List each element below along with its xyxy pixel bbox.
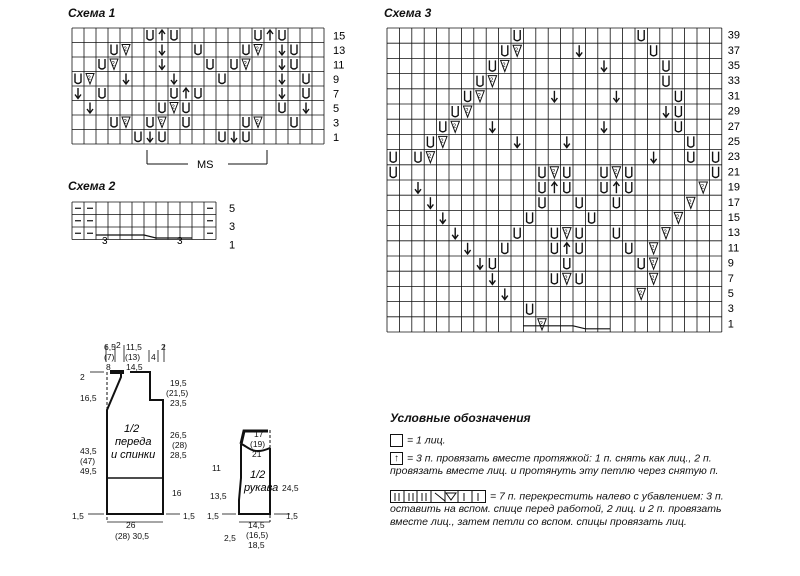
dim-right-8: 1,5 — [183, 511, 195, 521]
sleeve-dim-bottom-1: 2,5 — [224, 533, 236, 543]
dim-top-7: 14,5 — [126, 362, 143, 372]
svg-text:2: 2 — [111, 61, 115, 68]
schema3-title: Схема 3 — [384, 6, 432, 20]
s1-row-label: 1 — [333, 131, 340, 144]
svg-text:2: 2 — [675, 215, 680, 221]
decrease-arrow-icon: ↑ — [390, 452, 403, 465]
dim-left-4: (47) — [80, 456, 96, 466]
dim-right-2: (21,5) — [166, 388, 189, 398]
dim-right-6: 28,5 — [170, 450, 187, 460]
dim-top-2: (7) — [104, 352, 115, 362]
s3-row-label: 35 — [727, 60, 741, 73]
s3-row-label: 19 — [727, 181, 741, 194]
dim-top-8: 4 — [151, 352, 156, 362]
svg-text:2: 2 — [502, 63, 506, 69]
s3-row-label: 31 — [727, 90, 741, 103]
svg-text:2: 2 — [638, 291, 643, 297]
front-label-main: 1/2 — [124, 423, 140, 435]
s2-row-label: 3 — [229, 221, 236, 234]
sleeve-dim-top-3: 21 — [252, 449, 262, 459]
dim-top-5: 11,5 — [126, 342, 142, 352]
svg-text:2: 2 — [613, 169, 618, 176]
sleeve-label-line2: рукава — [244, 482, 279, 494]
ms-label: MS — [197, 159, 214, 171]
svg-text:2: 2 — [663, 230, 667, 237]
s3-row-label: 1 — [727, 318, 734, 331]
legend-title: Условные обозначения — [390, 411, 531, 425]
s3-row-label: 23 — [727, 151, 741, 164]
s1-row-label: 5 — [333, 102, 340, 115]
sleeve-dim-bottom-4: 18,5 — [248, 540, 265, 550]
s2-row-label: 5 — [229, 203, 236, 215]
legend-item-dec-text: = 3 п. провязать вместе протяжкой: 1 п. снять как лиц., 2 п. провязать вместе лиц. и протянуть эту петлю через снятую п. — [390, 452, 719, 478]
s3-row-label: 11 — [727, 242, 740, 255]
svg-text:2: 2 — [465, 108, 469, 115]
sleeve-dim-left-2: 13,5 — [210, 491, 227, 501]
dim-left-5: 49,5 — [80, 466, 97, 476]
svg-text:2: 2 — [564, 230, 568, 237]
svg-text:2: 2 — [700, 184, 705, 191]
svg-text:2: 2 — [255, 119, 259, 126]
svg-text:2: 2 — [489, 78, 494, 85]
s3-row-label: 39 — [727, 29, 741, 42]
dim-right-3: 23,5 — [170, 398, 187, 408]
knit-symbol-icon — [390, 434, 403, 447]
s1-row-label: 9 — [333, 73, 340, 86]
dim-left-3: 43,5 — [80, 446, 97, 456]
sleeve-label-main: 1/2 — [250, 469, 266, 481]
front-label-line2: переда — [115, 436, 152, 448]
s1-row-label: 11 — [333, 59, 345, 72]
s1-row-label: 13 — [333, 44, 346, 57]
svg-text:2: 2 — [539, 321, 543, 328]
s3-row-label: 37 — [727, 44, 741, 57]
sleeve-dim-bottom-3: (16,5) — [246, 530, 269, 540]
s3-row-label: 33 — [727, 75, 741, 88]
dim-right-5: (28) — [172, 440, 188, 450]
sleeve-dim-top-1: 17 — [254, 429, 264, 439]
dim-right-4: 26,5 — [170, 430, 187, 440]
s2-row-label: 1 — [229, 239, 236, 252]
svg-text:2: 2 — [171, 104, 175, 111]
dim-bottom-1: 26 — [126, 520, 136, 530]
svg-text:2: 2 — [440, 139, 444, 145]
legend-item-cross — [390, 490, 725, 529]
dim-top-1: 6,5 — [104, 342, 116, 352]
dim-top-4: 2 — [116, 340, 121, 350]
svg-text:2: 2 — [651, 245, 655, 252]
svg-text:2: 2 — [651, 275, 655, 282]
legend-item-knit-text: = 1 лиц. — [407, 434, 446, 447]
s3-row-label: 29 — [727, 105, 741, 118]
s3-row-label: 17 — [727, 196, 741, 209]
sleeve-dim-top-2: (19) — [250, 439, 266, 449]
svg-text:2: 2 — [551, 169, 556, 176]
s3-row-label: 13 — [727, 227, 741, 240]
s3-row-label: 7 — [727, 272, 734, 285]
dim-left-1: 2 — [80, 372, 85, 382]
s3-row-label: 5 — [727, 288, 734, 301]
dim-left-6: 1,5 — [72, 511, 84, 521]
sleeve-dim-bottom-2: 14,5 — [248, 520, 265, 530]
s3-row-label: 9 — [727, 257, 734, 270]
legend-item-dec — [390, 452, 725, 478]
s1-row-label: 7 — [333, 88, 340, 101]
sleeve-dim-right-2: 1,5 — [286, 511, 298, 521]
svg-text:2: 2 — [477, 93, 481, 100]
svg-text:2: 2 — [452, 123, 457, 130]
svg-text:2: 2 — [159, 119, 163, 126]
s3-row-label: 3 — [727, 303, 734, 316]
dim-left-2: 16,5 — [80, 393, 97, 403]
s1-row-label: 3 — [333, 117, 340, 130]
svg-text:2: 2 — [123, 119, 127, 126]
svg-text:2: 2 — [564, 275, 568, 282]
dim-top-6: (13) — [125, 352, 141, 362]
svg-text:2: 2 — [427, 154, 432, 161]
schema2-title: Схема 2 — [68, 179, 116, 193]
sleeve-dim-left-1: 11 — [212, 463, 221, 473]
dim-right-7: 16 — [172, 488, 182, 498]
dim-top-9: 2 — [161, 342, 166, 352]
svg-text:2: 2 — [255, 46, 259, 53]
schema2-mark-left: 3 — [102, 236, 108, 247]
s3-row-label: 25 — [727, 136, 741, 149]
dim-right-1: 19,5 — [170, 378, 187, 388]
schema2-mark-right: 3 — [177, 236, 183, 247]
svg-text:2: 2 — [123, 46, 127, 53]
schema1-title: Схема 1 — [68, 6, 116, 20]
svg-text:2: 2 — [243, 61, 247, 68]
svg-text:2: 2 — [87, 75, 91, 82]
cross-symbol-icon — [390, 490, 486, 503]
sleeve-dim-right-1: 24,5 — [282, 483, 299, 493]
legend-item-cross-text: = 7 п. перекрестить налево с убавлением: 3 п. оставить на вспом. спице перед работой, 2 лиц. и 2 п. провязать вместе лиц., затем петли со вспом. спицы провязать лиц. — [390, 490, 724, 529]
legend-item-knit — [390, 434, 720, 447]
svg-text:2: 2 — [651, 260, 655, 267]
dim-bottom-2: (28) 30,5 — [115, 531, 150, 541]
s3-row-label: 21 — [727, 166, 741, 179]
s1-row-label: 15 — [333, 30, 346, 43]
front-label-line3: и спинки — [111, 449, 156, 461]
sleeve-dim-left-3: 1,5 — [207, 511, 219, 521]
dim-top-3: 8 — [106, 362, 111, 372]
s3-row-label: 27 — [727, 120, 741, 133]
svg-text:2: 2 — [688, 199, 692, 206]
s3-row-label: 15 — [727, 212, 741, 225]
svg-text:2: 2 — [514, 47, 519, 54]
